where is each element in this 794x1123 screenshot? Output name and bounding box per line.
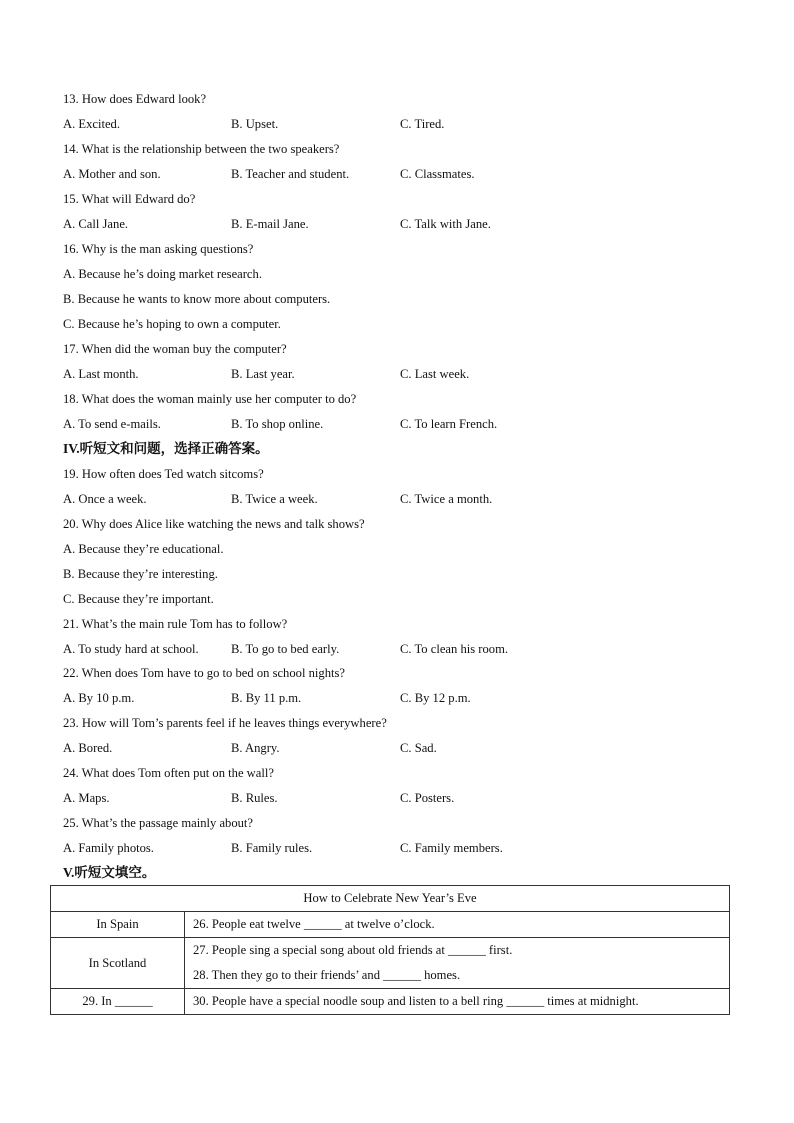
- option-c: C. Posters.: [400, 791, 455, 805]
- question-20-stem: 20. Why does Alice like watching the news and talk shows?: [63, 517, 365, 531]
- table-title-row: [51, 886, 730, 912]
- option-c: C. Last week.: [400, 367, 470, 381]
- option-c: C. Family members.: [400, 841, 503, 855]
- question-17-stem: 17. When did the woman buy the computer?: [63, 342, 287, 356]
- question-22-stem: 22. When does Tom have to go to bed on school nights?: [63, 666, 345, 680]
- question-16-stem: 16. Why is the man asking questions?: [63, 242, 254, 256]
- question-23-stem: 23. How will Tom’s parents feel if he leaves things everywhere?: [63, 716, 387, 730]
- option-b: B. Rules.: [231, 791, 278, 805]
- blank-item-27: 27. People sing a special song about old friends at ______ first.: [193, 943, 513, 957]
- option-a: A. Family photos.: [63, 841, 154, 855]
- option-a: A. Maps.: [63, 791, 110, 805]
- country-cell: In Scotland: [51, 938, 185, 989]
- option-a: A. To send e-mails.: [63, 417, 161, 431]
- new-year-table: [50, 885, 730, 1015]
- question-24-stem: 24. What does Tom often put on the wall?: [63, 766, 274, 780]
- section-4-heading: IV.听短文和问题，选择正确答案。: [63, 441, 269, 456]
- option-a: A. Last month.: [63, 367, 139, 381]
- option-a: A. Bored.: [63, 741, 113, 755]
- option-c: C. To clean his room.: [400, 642, 509, 656]
- table-row: [51, 938, 730, 989]
- question-20-option-b: B. Because they’re interesting.: [63, 567, 218, 581]
- question-13-stem: 13. How does Edward look?: [63, 92, 207, 106]
- option-c: C. Twice a month.: [400, 492, 493, 506]
- question-20-option-c: C. Because they’re important.: [63, 592, 214, 606]
- option-c: C. Talk with Jane.: [400, 217, 491, 231]
- question-15-stem: 15. What will Edward do?: [63, 192, 196, 206]
- table-title: How to Celebrate New Year’s Eve: [51, 886, 730, 912]
- blank-item-26: 26. People eat twelve ______ at twelve o’clock.: [193, 917, 435, 931]
- option-b: B. Last year.: [231, 367, 295, 381]
- content-cell: [185, 912, 730, 938]
- table-row: [51, 989, 730, 1015]
- option-c: C. By 12 p.m.: [400, 691, 471, 705]
- question-14-stem: 14. What is the relationship between the two speakers?: [63, 142, 340, 156]
- option-c: C. Classmates.: [400, 167, 475, 181]
- option-c: C. Sad.: [400, 741, 437, 755]
- content-cell: [185, 938, 730, 989]
- blank-item-30: 30. People have a special noodle soup and listen to a bell ring ______ times at midnight.: [193, 994, 639, 1008]
- question-19-stem: 19. How often does Ted watch sitcoms?: [63, 467, 264, 481]
- option-a: A. To study hard at school.: [63, 642, 199, 656]
- content-cell: [185, 989, 730, 1015]
- table-row: [51, 912, 730, 938]
- question-16-option-a: A. Because he’s doing market research.: [63, 267, 262, 281]
- option-b: B. Family rules.: [231, 841, 313, 855]
- question-21-stem: 21. What’s the main rule Tom has to follow?: [63, 617, 288, 631]
- country-cell: In Spain: [51, 912, 185, 938]
- option-b: B. Twice a week.: [231, 492, 318, 506]
- option-a: A. Excited.: [63, 117, 121, 131]
- option-b: B. To shop online.: [231, 417, 324, 431]
- option-a: A. Call Jane.: [63, 217, 129, 231]
- option-b: B. To go to bed early.: [231, 642, 340, 656]
- question-18-stem: 18. What does the woman mainly use her computer to do?: [63, 392, 357, 406]
- option-b: B. E-mail Jane.: [231, 217, 309, 231]
- option-c: C. Tired.: [400, 117, 445, 131]
- option-a: A. Once a week.: [63, 492, 147, 506]
- question-20-option-a: A. Because they’re educational.: [63, 542, 224, 556]
- question-16-option-c: C. Because he’s hoping to own a computer.: [63, 317, 281, 331]
- blank-item-28: 28. Then they go to their friends’ and ______ homes.: [193, 968, 461, 982]
- option-c: C. To learn French.: [400, 417, 498, 431]
- option-b: B. By 11 p.m.: [231, 691, 302, 705]
- option-a: A. By 10 p.m.: [63, 691, 135, 705]
- section-5-heading: V.听短文填空。: [63, 865, 156, 880]
- option-b: B. Teacher and student.: [231, 167, 350, 181]
- option-b: B. Upset.: [231, 117, 279, 131]
- question-16-option-b: B. Because he wants to know more about computers.: [63, 292, 331, 306]
- blank-item-29: 29. In ______: [51, 989, 185, 1015]
- option-a: A. Mother and son.: [63, 167, 161, 181]
- option-b: B. Angry.: [231, 741, 280, 755]
- question-25-stem: 25. What’s the passage mainly about?: [63, 816, 254, 830]
